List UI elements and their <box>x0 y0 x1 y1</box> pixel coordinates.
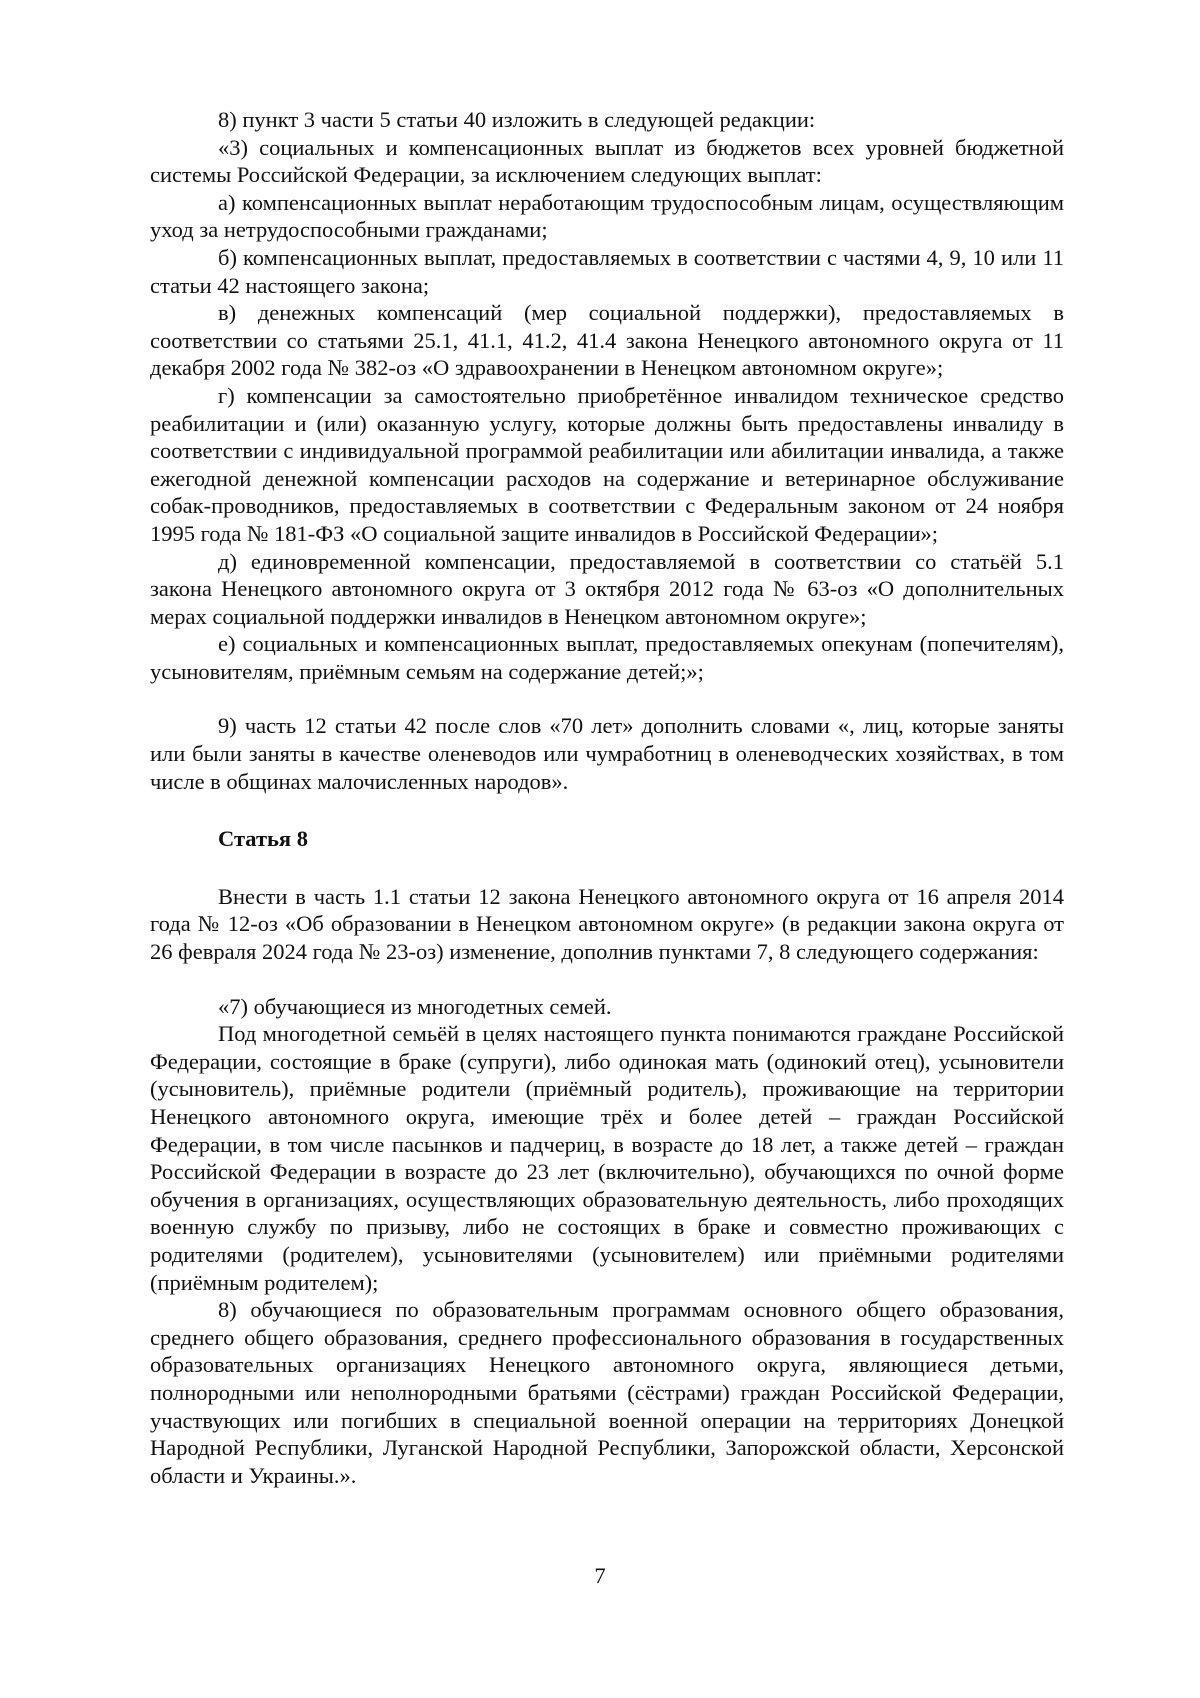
paragraph-item-9: 9) часть 12 статьи 42 после слов «70 лет» дополнить словами «, лиц, которые заняты или были заняты в качестве оленеводов или чумработниц в оленеводческих хозяйствах, в том числе в общинах малочисленных народов». <box>150 713 1064 794</box>
paragraph-subitem-a: а) компенсационных выплат неработающим трудоспособным лицам, осуществляющим уход за нетрудоспособными гражданами; <box>150 189 1064 243</box>
paragraph-item-8: 8) пункт 3 части 5 статьи 40 изложить в следующей редакции: <box>218 107 816 132</box>
paragraph-new-item-8: 8) обучающиеся по образовательным программам основного общего образования, среднего общего образования, среднего профессионального образования в государственных образовательных организациях Ненецкого автономного округа, являющиеся детьми, полнородными или неполнородными братьями (сёстрами) граждан Российской Федерации, участвующих или погибших в специальной военной операции на территориях Донецкой Народной Республики, Луганской Народной Республики, Запорожской области, Херсонской области и Украины.». <box>150 1297 1064 1488</box>
article-8-intro: Внести в часть 1.1 статьи 12 закона Ненецкого автономного округа от 16 апреля 2014 года № 12-оз «Об образовании в Ненецком автономном округе» (в редакции закона округа от 26 февраля 2024 года № 23-оз) изменение, дополнив пунктами 7, 8 следующего содержания: <box>150 883 1064 965</box>
paragraph-subitem-e: е) социальных и компенсационных выплат, предоставляемых опекунам (попечителям), усыновителям, приёмным семьям на содержание детей;»; <box>150 631 1064 684</box>
page-number: 7 <box>594 1563 606 1588</box>
paragraph-new-item-7: «7) обучающиеся из многодетных семей. <box>218 993 612 1019</box>
spacer <box>150 966 1064 993</box>
article-8-new-items <box>150 993 1064 1490</box>
amendments-article-40-42 <box>150 106 1064 685</box>
paragraph-large-family-definition: Под многодетной семьёй в целях настоящего пункта понимаются граждане Российской Федерации, состоящие в браке (супруги), либо одинокая мать (одинокий отец), усыновители (усыновитель), приёмные родители (приёмный родитель), проживающие на территории Ненецкого автономного округа, имеющие трёх и более детей – граждан Российской Федерации, в том числе пасынков и падчериц, в возрасте до 18 лет, а также детей – граждан Российской Федерации в возрасте до 23 лет (включительно), обучающихся по очной форме обучения в организациях, осуществляющих образовательную деятельность, либо проходящих военную службу по призыву, либо не состоящих в браке и совместно проживающих с родителями (родителем), усыновителями (усыновителем) или приёмными родителями (приёмным родителем); <box>150 1021 1064 1295</box>
paragraph-item-3-quote: «3) социальных и компенсационных выплат из бюджетов всех уровней бюджетной системы Российской Федерации, за исключением следующих выплат: <box>150 134 1064 188</box>
spacer <box>150 853 1064 883</box>
spacer <box>150 795 1064 825</box>
spacer <box>150 685 1064 712</box>
paragraph-subitem-v: в) денежных компенсаций (мер социальной поддержки), предоставляемых в соответствии со статьями 25.1, 41.1, 41.2, 41.4 закона Ненецкого автономного округа от 11 декабря 2002 года № 382-оз «О здравоохранении в Ненецком автономном округе»; <box>150 300 1064 381</box>
paragraph-subitem-d: д) единовременной компенсации, предоставляемой в соответствии со статьёй 5.1 закона Ненецкого автономного округа от 3 октября 2012 года № 63-оз «О дополнительных мерах социальной поддержки инвалидов в Ненецком автономном округе»; <box>150 548 1064 629</box>
paragraph-subitem-g: г) компенсации за самостоятельно приобретённое инвалидом техническое средство реабилитации и (или) оказанную услугу, которые должны быть предоставлены инвалиду в соответствии с индивидуальной программой реабилитации или абилитации инвалида, а также ежегодной денежной компенсации расходов на содержание и ветеринарное обслуживание собак-проводников, предоставляемых в соответствии с Федеральным законом от 24 ноября 1995 года № 181-ФЗ «О социальной защите инвалидов в Российской Федерации»; <box>150 382 1064 546</box>
paragraph-subitem-b: б) компенсационных выплат, предоставляемых в соответствии с частями 4, 9, 10 или 11 статьи 42 настоящего закона; <box>150 244 1064 298</box>
article-heading: Статья 8 <box>218 826 308 852</box>
